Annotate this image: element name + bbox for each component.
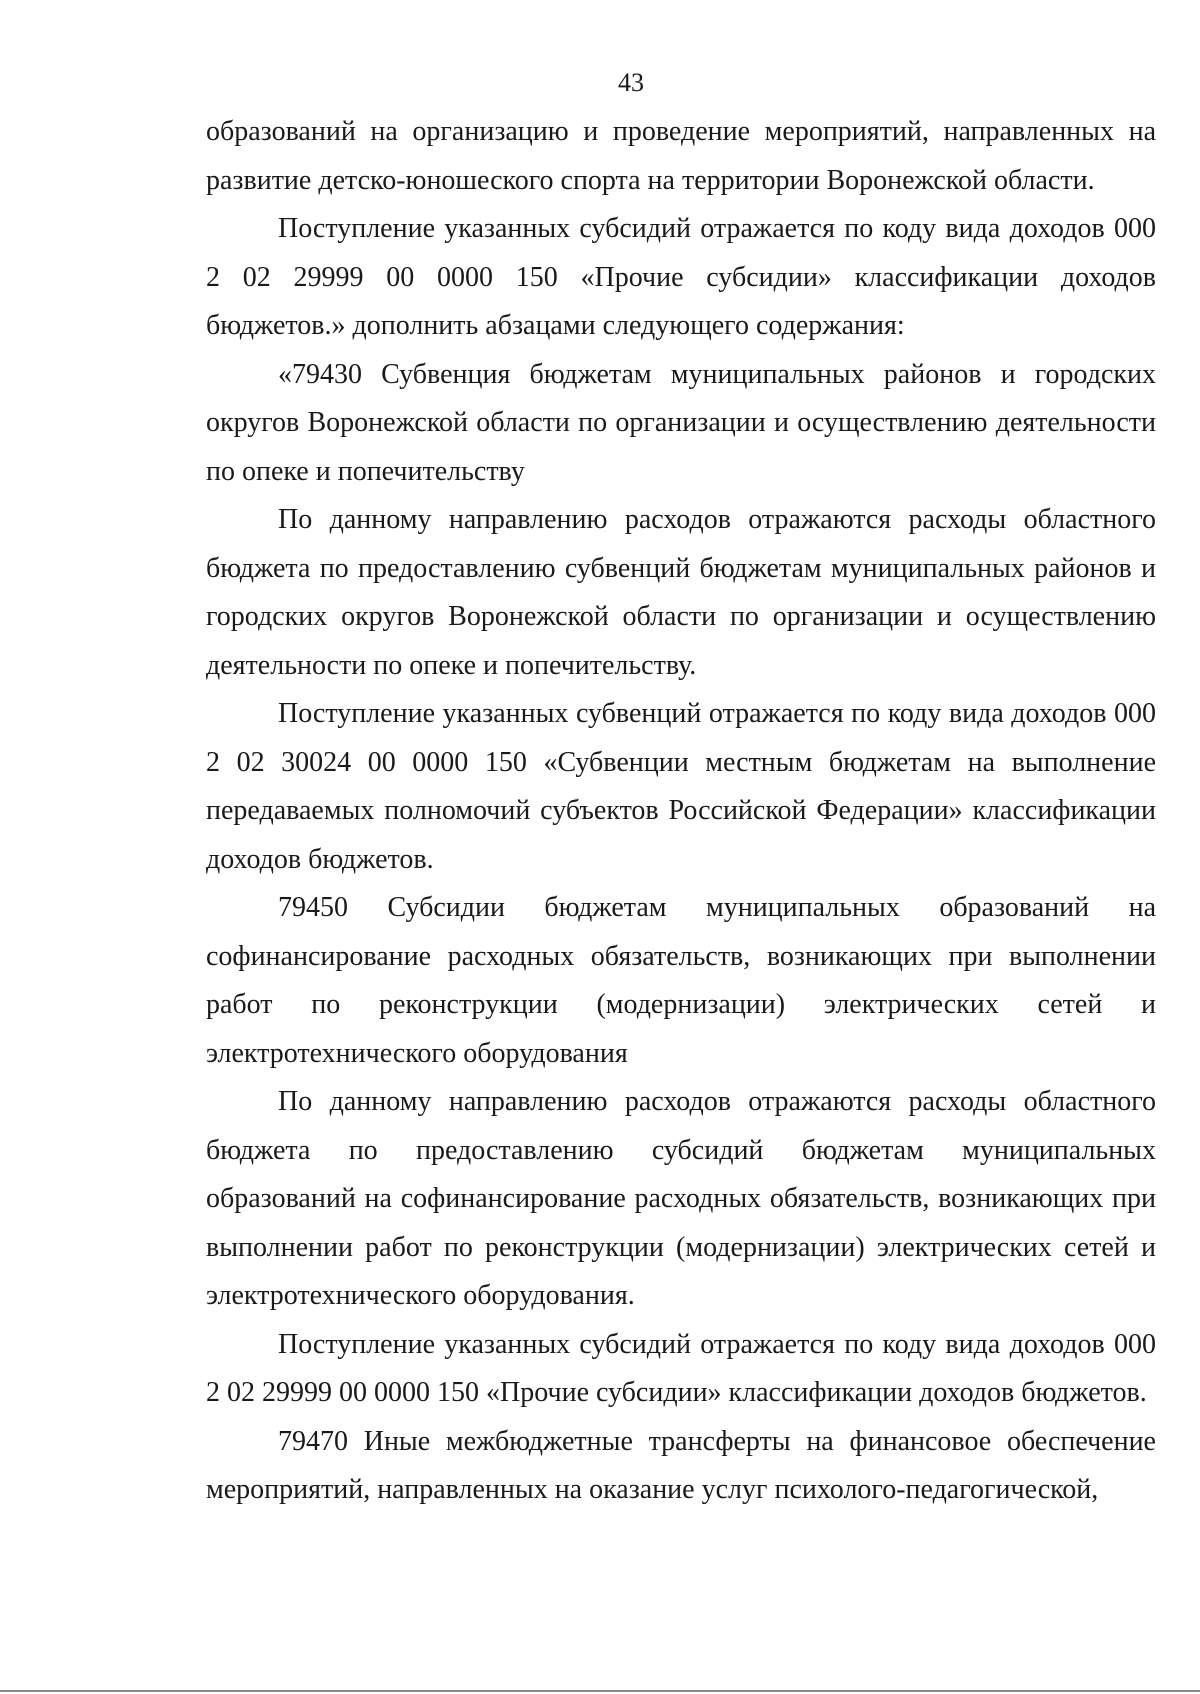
scan-bottom-edge	[0, 1690, 1200, 1692]
paragraph-continuation: образований на организацию и проведение мероприятий, направленных на развитие детско-юношеского спорта на территории Воронежской области.	[206, 116, 1156, 196]
document-body	[206, 108, 1156, 1515]
paragraph-79430-income-code: Поступление указанных субвенций отражается по коду вида доходов 000 2 02 30024 00 0000 150 «Субвенции местным бюджетам на выполнение передаваемых полномочий субъектов Российской Федерации» классификации доходов бюджетов.	[206, 698, 1156, 875]
paragraph-79430-description: По данному направлению расходов отражаются расходы областного бюджета по предоставлению субвенций бюджетам муниципальных районов и городских округов Воронежской области по организации и осуществлению деятельности по опеке и попечительству.	[206, 504, 1156, 681]
paragraph-79430-heading: «79430 Субвенция бюджетам муниципальных районов и городских округов Воронежской области по организации и осуществлению деятельности по опеке и попечительству	[206, 358, 1156, 487]
paragraph-79450-heading: 79450 Субсидии бюджетам муниципальных образований на софинансирование расходных обязательств, возникающих при выполнении работ по реконструкции (модернизации) электрических сетей и электротехнического оборудования	[206, 892, 1156, 1069]
paragraph-79470-heading: 79470 Иные межбюджетные трансферты на финансовое обеспечение мероприятий, направленных на оказание услуг психолого-педагогической,	[206, 1425, 1156, 1505]
paragraph-79450-description: По данному направлению расходов отражаются расходы областного бюджета по предоставлению субсидий бюджетам муниципальных образований на софинансирование расходных обязательств, возникающих при выполнении работ по реконструкции (модернизации) электрических сетей и электротехнического оборудования.	[206, 1086, 1156, 1311]
page-number: 43	[618, 68, 644, 97]
paragraph-subsidy-income-code: Поступление указанных субсидий отражается по коду вида доходов 000 2 02 29999 00 0000 150 «Прочие субсидии» классификации доходов бюджетов.» дополнить абзацами следующего содержания:	[206, 213, 1156, 341]
paragraph-79450-income-code: Поступление указанных субсидий отражается по коду вида доходов 000 2 02 29999 00 0000 150 «Прочие субсидии» классификации доходов бюджетов.	[206, 1328, 1156, 1408]
